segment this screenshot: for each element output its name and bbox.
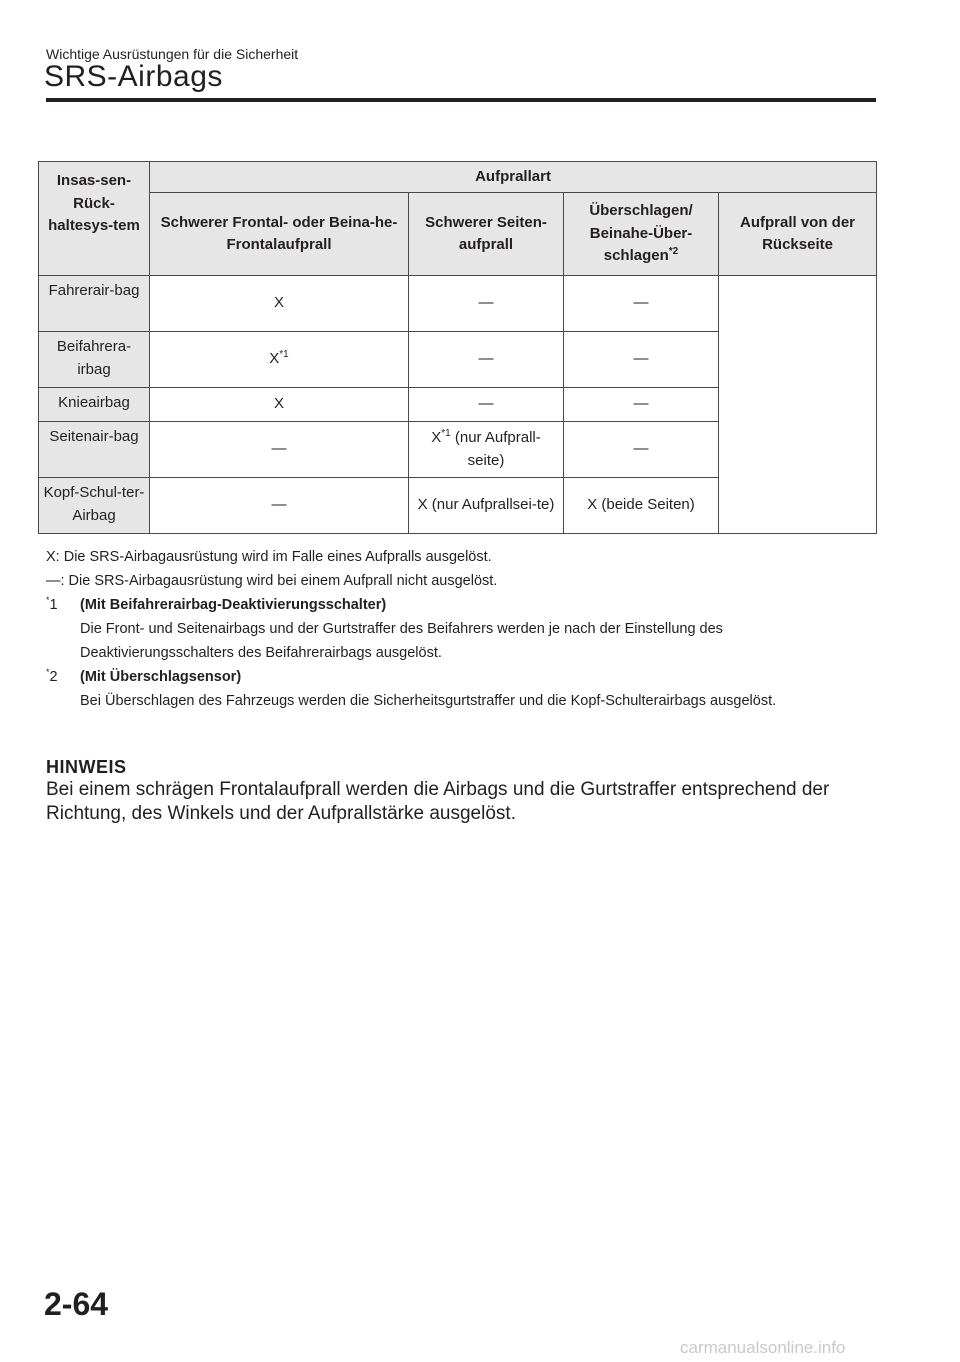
page-title: SRS-Airbags bbox=[44, 60, 223, 93]
frontal-cell: X bbox=[150, 276, 409, 332]
col-rollover-label: Überschlagen/ Beinahe-Über-schlagen bbox=[589, 202, 693, 265]
hinweis-note bbox=[46, 756, 876, 826]
footnote-1 bbox=[46, 593, 876, 665]
system-cell: Beifahrera-irbag bbox=[39, 332, 150, 388]
footnote-2-number bbox=[46, 665, 80, 713]
rollover-cell: — bbox=[564, 422, 719, 478]
system-cell: Seitenair-bag bbox=[39, 422, 150, 478]
system-cell: Knieairbag bbox=[39, 388, 150, 422]
side-note: *1 bbox=[441, 428, 451, 439]
col-rollover-header bbox=[564, 193, 719, 276]
footnote-1-text: Die Front- und Seitenairbags und der Gurtstraffer des Beifahrers werden je nach der Einstellung des Deaktivierungsschalters des Beifahrerairbags ausgelöst. bbox=[80, 621, 723, 661]
footnote-2 bbox=[46, 665, 876, 713]
table-notes bbox=[46, 545, 876, 713]
footnote-2-mark: * bbox=[46, 667, 50, 678]
section-subtitle: Wichtige Ausrüstungen für die Sicherheit bbox=[46, 46, 299, 62]
footnote-2-title: (Mit Überschlagsensor) bbox=[80, 669, 242, 685]
col-side-header: Schwerer Seiten-aufprall bbox=[409, 193, 564, 276]
frontal-cell: — bbox=[150, 422, 409, 478]
footnote-1-title: (Mit Beifahrerairbag-Deaktivierungsschalter) bbox=[80, 597, 387, 613]
occupant-header: Insas-sen-Rück-haltesys-tem bbox=[39, 162, 150, 276]
col-frontal-header: Schwerer Frontal- oder Beina-he-Frontalaufprall bbox=[150, 193, 409, 276]
side-cell: — bbox=[409, 332, 564, 388]
table-row bbox=[39, 276, 877, 332]
side-cell: — bbox=[409, 388, 564, 422]
frontal-cell bbox=[150, 332, 409, 388]
footnote-2-text: Bei Überschlagen des Fahrzeugs werden die Sicherheitsgurtstraffer und die Kopf-Schulterairbags ausgelöst. bbox=[80, 693, 777, 709]
system-cell: Fahrerair-bag bbox=[39, 276, 150, 332]
frontal-value: X bbox=[269, 350, 280, 368]
header-rule bbox=[46, 98, 876, 102]
frontal-cell: X bbox=[150, 388, 409, 422]
side-value: X bbox=[431, 429, 442, 446]
legend-x: X: Die SRS-Airbagausrüstung wird im Falle eines Aufpralls ausgelöst. bbox=[46, 549, 492, 565]
rear-cell-empty bbox=[719, 276, 877, 534]
footnote-1-num: 1 bbox=[49, 597, 58, 613]
rollover-cell: — bbox=[564, 388, 719, 422]
hinweis-title: HINWEIS bbox=[46, 757, 127, 777]
airbag-deployment-table bbox=[38, 161, 877, 534]
rollover-cell: — bbox=[564, 276, 719, 332]
col-rollover-note: *2 bbox=[668, 246, 679, 258]
frontal-note: *1 bbox=[279, 349, 289, 361]
col-rear-header: Aufprall von der Rückseite bbox=[719, 193, 877, 276]
rollover-cell: X (beide Seiten) bbox=[564, 478, 719, 534]
impact-type-header: Aufprallart bbox=[150, 162, 877, 193]
side-cell bbox=[409, 422, 564, 478]
frontal-cell: — bbox=[150, 478, 409, 534]
side-suffix: (nur Aufprall-seite) bbox=[450, 429, 541, 469]
page-number: 2-64 bbox=[44, 1286, 109, 1322]
legend-dash: —: Die SRS-Airbagausrüstung wird bei einem Aufprall nicht ausgelöst. bbox=[46, 573, 498, 589]
hinweis-text: Bei einem schrägen Frontalaufprall werden die Airbags und die Gurtstraffer entsprechend der Richtung, des Winkels und der Aufprallstärke ausgelöst. bbox=[46, 779, 830, 824]
rollover-cell: — bbox=[564, 332, 719, 388]
footnote-2-num: 2 bbox=[49, 669, 58, 685]
side-cell: X (nur Aufprallsei-te) bbox=[409, 478, 564, 534]
footnote-1-mark: * bbox=[46, 595, 50, 606]
side-cell: — bbox=[409, 276, 564, 332]
system-cell: Kopf-Schul-ter-Airbag bbox=[39, 478, 150, 534]
footnote-1-number bbox=[46, 593, 80, 665]
watermark: carmanualsonline.info bbox=[680, 1338, 846, 1357]
